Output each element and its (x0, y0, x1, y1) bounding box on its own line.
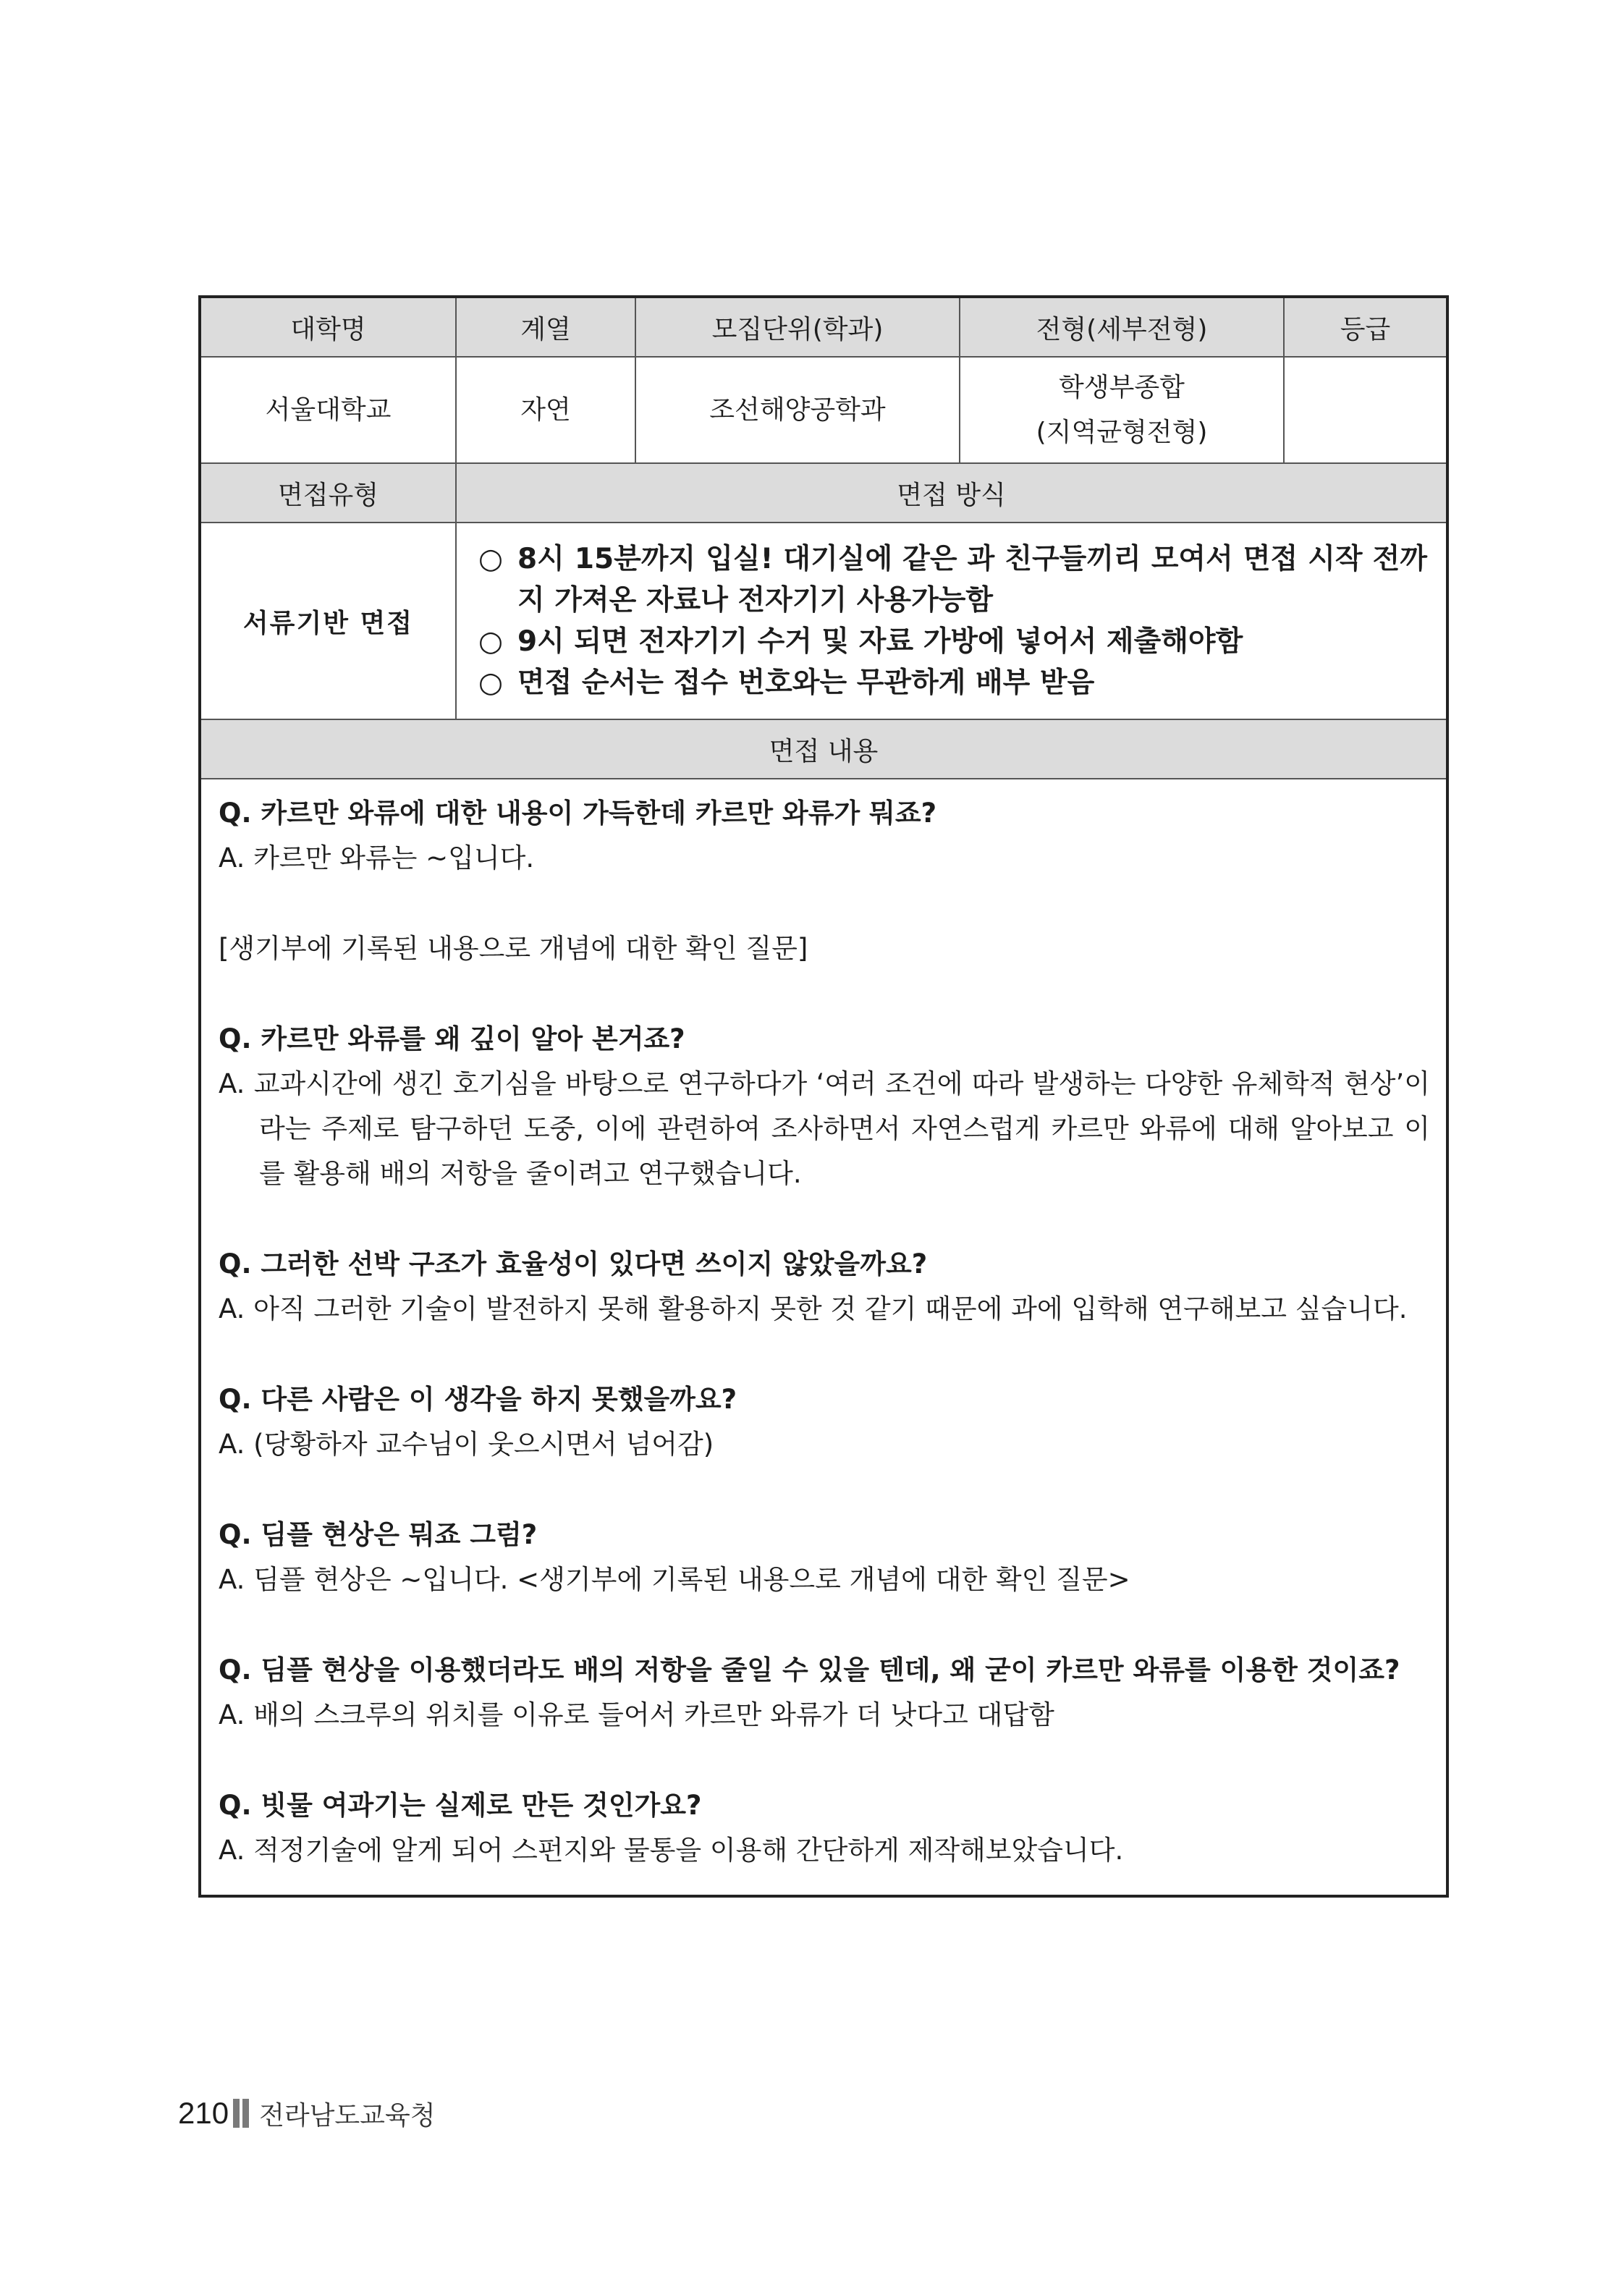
note: [생기부에 기록된 내용으로 개념에 대한 확인 질문] (219, 933, 808, 964)
answer: A. 카르만 와류는 ~입니다. (219, 842, 535, 874)
value-university: 서울대학교 (201, 357, 456, 463)
answer: A. (당황하자 교수님이 웃으시면서 넘어감) (219, 1429, 714, 1460)
bullet-icon: ○ (478, 543, 504, 575)
header-department: 모집단위(학과) (635, 298, 960, 357)
answer: A. 아직 그러한 기술이 발전하지 못해 활용하지 못한 것 같기 때문에 과에 입학해 연구해보고 싶습니다. (219, 1293, 1408, 1324)
answer: A. 배의 스크루의 위치를 이유로 들어서 카르만 와류가 더 낫다고 대답함 (219, 1699, 1054, 1730)
qa-item (219, 1783, 1430, 1873)
qa-item (219, 1242, 1430, 1332)
header-interview-method: 면접 방식 (456, 463, 1446, 523)
method-item (478, 662, 1427, 703)
method-text: 면접 순서는 접수 번호와는 무관하게 배부 받음 (517, 667, 1095, 699)
method-text: 9시 되면 전자기기 수거 및 자료 가방에 넣어서 제출해야함 (517, 625, 1243, 658)
footer-bar-icon (242, 2099, 249, 2128)
method-item (478, 538, 1427, 621)
value-department: 조선해양공학과 (635, 357, 960, 463)
header-grade: 등급 (1284, 298, 1446, 357)
method-item (478, 621, 1427, 662)
qa-item (219, 1513, 1430, 1602)
qa-item (219, 1377, 1430, 1467)
qa-item (219, 791, 1430, 881)
value-field: 자연 (456, 357, 635, 463)
question: Q. 카르만 와류에 대한 내용이 가득한데 카르만 와류가 뭐죠? (219, 798, 937, 829)
header-admission: 전형(세부전형) (960, 298, 1284, 357)
info-table (201, 298, 1446, 779)
question: Q. 딤플 현상을 이용했더라도 배의 저항을 줄일 수 있을 텐데, 왜 굳이 카르만 와류를 이용한 것이죠? (219, 1654, 1400, 1686)
question: Q. 그러한 선박 구조가 효율성이 있다면 쓰이지 않았을까요? (219, 1248, 928, 1280)
header-interview-content: 면접 내용 (201, 719, 1446, 779)
bullet-icon: ○ (478, 667, 504, 699)
header-university: 대학명 (201, 298, 456, 357)
bullet-icon: ○ (478, 625, 504, 658)
value-admission (960, 357, 1284, 463)
question: Q. 빗물 여과기는 실제로 만든 것인가요? (219, 1790, 702, 1821)
admission-type: 학생부종합 (1059, 372, 1185, 402)
qa-item (219, 1017, 1430, 1196)
method-text: 8시 15분까지 입실! 대기실에 같은 과 친구들끼리 모여서 면접 시작 전까지 가져온 자료나 전자기기 사용가능함 (517, 543, 1427, 617)
interview-method-list (456, 523, 1446, 719)
question: Q. 딤플 현상은 뭐죠 그럼? (219, 1519, 538, 1550)
qa-section (201, 779, 1446, 1895)
value-grade (1284, 357, 1446, 463)
footer-bar-icon (233, 2099, 240, 2128)
question: Q. 카르만 와류를 왜 깊이 알아 본거죠? (219, 1023, 685, 1054)
answer: A. 적정기술에 알게 되어 스펀지와 물통을 이용해 간단하게 제작해보았습니다. (219, 1835, 1124, 1866)
interview-record-table (198, 295, 1449, 1898)
page-number: 210 (178, 2096, 229, 2130)
interview-type: 서류기반 면접 (201, 523, 456, 719)
header-field: 계열 (456, 298, 635, 357)
footer-organization: 전라남도교육청 (259, 2100, 436, 2131)
qa-note-block (219, 926, 1430, 971)
page-footer (178, 2092, 436, 2135)
answer: A. 딤플 현상은 ~입니다. <생기부에 기록된 내용으로 개념에 대한 확인 질문> (219, 1564, 1130, 1595)
admission-subtype: (지역균형전형) (1036, 417, 1208, 447)
header-interview-type: 면접유형 (201, 463, 456, 523)
answer: A. 교과시간에 생긴 호기심을 바탕으로 연구하다가 ‘여러 조건에 따라 발생하는 다양한 유체학적 현상’이라는 주제로 탐구하던 도중, 이에 관련하여 조사하면서 자연스럽게 카르만 와류에 대해 알아보고 이를 활용해 배의 저항을 줄이려고 연구했습니다. (219, 1068, 1430, 1189)
qa-item (219, 1648, 1430, 1738)
question: Q. 다른 사람은 이 생각을 하지 못했을까요? (219, 1384, 737, 1415)
